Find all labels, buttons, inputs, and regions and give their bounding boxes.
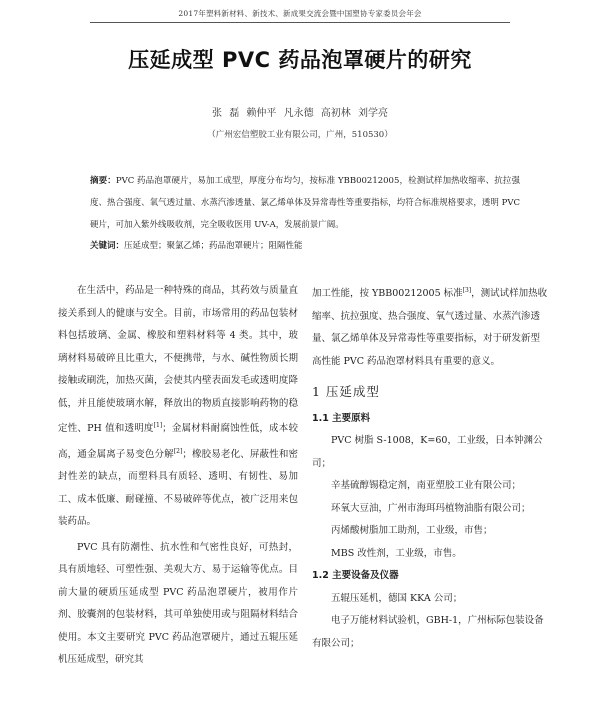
paragraph-text: 在生活中，药品是一种特殊的商品，其药效与质量直接关系到人的健康与安全。目前，市场常用的药品包装材料包括玻璃、金属、橡胶和塑料材料等 4 类。其中，玻璃材料易破碎且比重大，不便携带，与水、碱性物质长期接触或刷洗，加热灭菌，会使其内壁表面发毛或透明度降低，并且能使玻璃水解，释放出的物质直接影响药物的稳定性、PH 值和透明度 <box>58 285 298 435</box>
paragraph: PVC 具有防潮性、抗水性和气密性良好，可热封，具有质地轻、可塑性强、美观大方、易于运输等优点。目前大量的硬质压延成型 PVC 药品泡罩硬片，被用作片剂、胶囊剂的包装材料，其可单独使用或与阻隔材料结合使用。本文主要研究 PVC 药品泡罩硬片，通过五辊压延机压延成型，研究其 <box>58 541 298 666</box>
equipment-item: 电子万能材料试验机，GBH-1，广州标际包装设备有限公司； <box>312 615 544 649</box>
authors: 张 磊 赖仲平 凡永德 高初林 刘学亮 <box>212 108 388 119</box>
material-item: 丙烯酸树脂加工助剂，工业级，市售； <box>331 525 493 537</box>
paragraph-text: ；橡胶易老化、屏蔽性和密封性差的缺点，而塑料具有质轻、透明、有韧性、易加工、成本低廉、耐碰撞、不易破碎等优点，被广泛用来包装药品。 <box>58 448 298 528</box>
paragraph-text: ，测试试样加热收缩率、抗拉强度、热合强度、氧气透过量、水蒸汽渗透量、氯乙烯单体及异常毒性等重要指标，对于研发新型高性能 PVC 药品泡罩材料具有重要的意义。 <box>312 288 548 367</box>
paragraph <box>312 280 548 373</box>
paragraph-text: 加工性能，按 YBB00212005 标准 <box>312 288 463 300</box>
material-item: PVC 树脂 S-1008，K=60，工业级，日本钟渊公司； <box>312 435 543 469</box>
citation: [3] <box>462 287 472 294</box>
affiliation: （广州宏信塑胶工业有限公司，广州，510530） <box>207 130 393 140</box>
right-column <box>312 280 548 655</box>
paper-title: 压延成型 PVC 药品泡罩硬片的研究 <box>128 48 472 72</box>
material-item: 辛基硫醇锡稳定剂，南亚塑胶工业有限公司； <box>331 480 522 492</box>
left-column <box>58 280 298 675</box>
material-item: 环氧大豆油，广州市海珥玛植物油脂有限公司； <box>331 502 531 514</box>
equipment-item: 五辊压延机，德国 KKA 公司； <box>331 592 463 604</box>
abstract <box>90 170 520 236</box>
section-heading: 1 压延成型 <box>312 384 380 400</box>
subsection-heading: 1.1 主要原料 <box>312 412 371 424</box>
header-rule <box>90 22 510 23</box>
paragraph <box>58 280 298 534</box>
subsection-heading: 1.2 主要设备及仪器 <box>312 570 399 582</box>
citation: [2] <box>173 447 183 455</box>
keywords-text: 压延成型；聚氯乙烯；药品泡罩硬片；阻隔性能 <box>124 241 303 251</box>
keywords <box>90 238 520 254</box>
material-item: MBS 改性剂，工业级，市售。 <box>331 547 462 559</box>
paragraph-text: ；金属材料耐腐蚀性低，成本较高，通金属离子易变色分解 <box>58 423 298 460</box>
running-header: 2017年塑料新材料、新技术、新成果交流会暨中国塑协专家委员会年会 <box>178 9 422 18</box>
abstract-text: PVC 药品泡罩硬片，易加工成型，厚度分布均匀，按标准 YBB00212005，检测试样加热收缩率、抗拉强度、热合强度、氧气透过量、水蒸汽渗透量、氯乙烯单体及异常毒性等重要指标，均符合标准规格要求，透明 PVC 硬片，可加入紫外线吸收剂，完全吸收医用 UV-A，发展前景广阔。 <box>90 176 520 230</box>
citation: [1] <box>153 422 163 429</box>
keywords-label: 关键词： <box>90 241 125 251</box>
abstract-label: 摘要： <box>90 176 116 186</box>
